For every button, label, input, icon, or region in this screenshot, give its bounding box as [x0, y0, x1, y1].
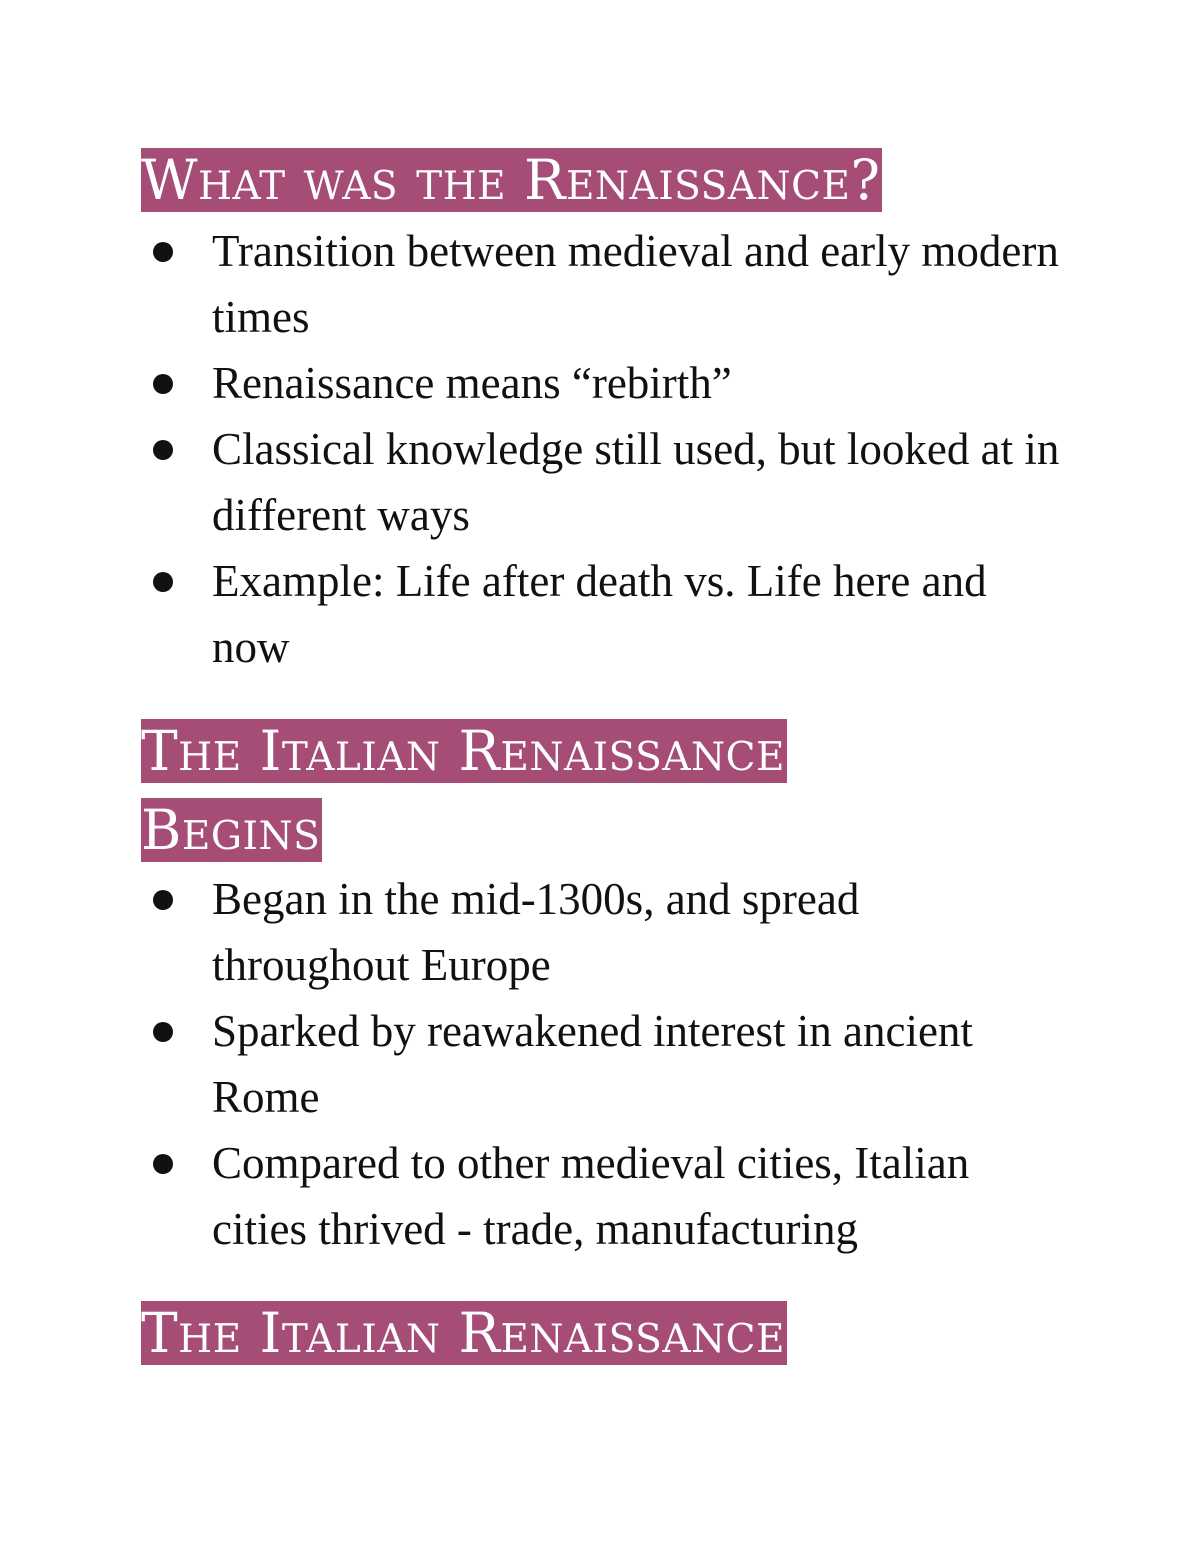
list-item — [141, 1130, 1061, 1262]
list-item — [141, 218, 1061, 350]
list-item — [141, 866, 1061, 998]
section-heading — [141, 712, 901, 870]
section-heading-text: What was the Renaissance? — [141, 148, 881, 212]
list-item-text: Example: Life after death vs. Life here and now — [212, 556, 987, 672]
bullet-dot-icon — [153, 374, 173, 394]
list-item-text: Classical knowledge still used, but looked at in different ways — [212, 424, 1060, 540]
section-heading-text: The Italian Renaissance Begins — [141, 719, 785, 862]
list-item — [141, 998, 1061, 1130]
bullet-dot-icon — [153, 1022, 173, 1042]
list-item — [141, 416, 1061, 548]
list-item-text: Compared to other medieval cities, Italian cities thrived - trade, manufacturing — [212, 1138, 970, 1254]
list-item-text: Renaissance means “rebirth” — [212, 358, 732, 408]
section-heading-text: The Italian Renaissance — [141, 1301, 785, 1365]
list-item-text: Began in the mid-1300s, and spread throughout Europe — [212, 874, 860, 990]
section-heading — [141, 141, 1041, 220]
bullet-dot-icon — [153, 572, 173, 592]
bullet-dot-icon — [153, 440, 173, 460]
bullet-dot-icon — [153, 890, 173, 910]
list-item — [141, 350, 1061, 416]
bullet-list — [141, 866, 1061, 1262]
list-item-text: Transition between medieval and early modern times — [212, 226, 1059, 342]
bullet-list — [141, 218, 1061, 680]
bullet-dot-icon — [153, 1154, 173, 1174]
list-item — [141, 548, 1061, 680]
section-heading — [141, 1294, 1041, 1373]
bullet-dot-icon — [153, 242, 173, 262]
list-item-text: Sparked by reawakened interest in ancient Rome — [212, 1006, 973, 1122]
